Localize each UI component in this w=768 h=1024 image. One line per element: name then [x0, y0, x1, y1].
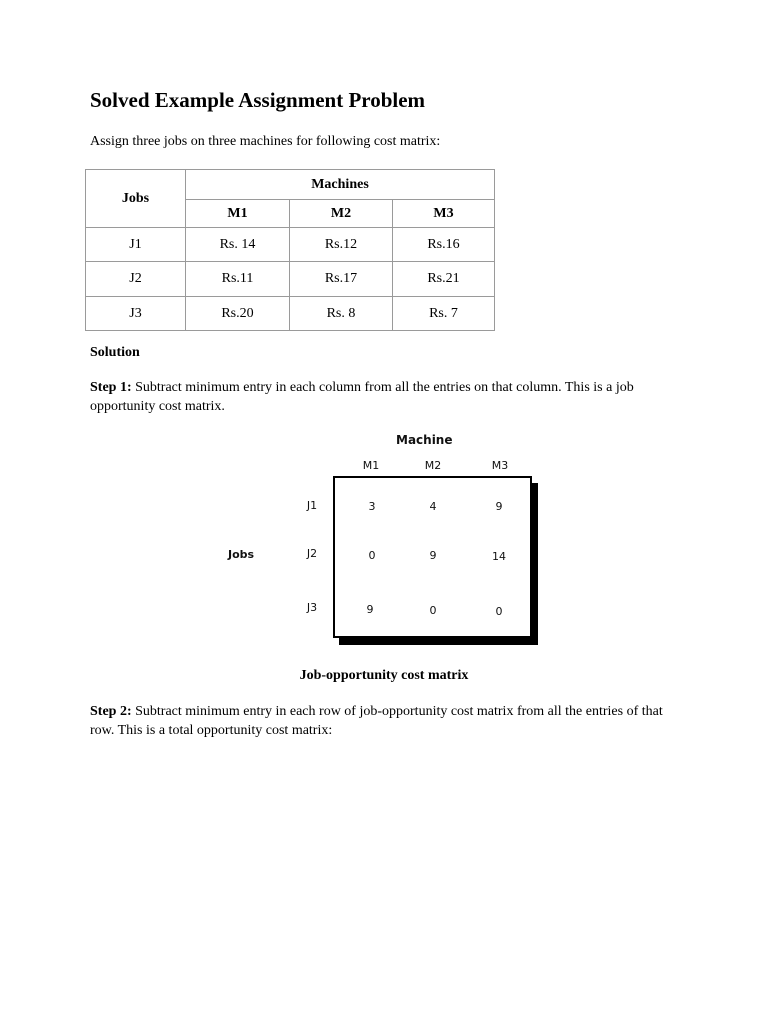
matrix-cell: 3 [368, 500, 376, 513]
table-cell: Rs. 14 [186, 228, 290, 262]
intro-text: Assign three jobs on three machines for following cost matrix: [90, 134, 441, 149]
table-cell: Rs. 7 [393, 297, 495, 331]
row-job: J2 [86, 262, 186, 297]
matrix-cell: 0 [495, 605, 503, 618]
step-1-text: Subtract minimum entry in each column from all the entries on that column. This is a job opportunity cost matrix. [90, 380, 634, 414]
machines-header: Machines [186, 170, 495, 200]
table-cell: Rs.17 [290, 262, 393, 297]
figure-machine-title: Machine [396, 433, 453, 447]
figure-row-j1: J1 [306, 499, 318, 512]
step-1-paragraph [90, 378, 690, 416]
matrix-cell: 14 [492, 550, 506, 563]
table-cell: Rs.21 [393, 262, 495, 297]
step-2-paragraph [90, 702, 690, 740]
cost-matrix-table [85, 169, 495, 331]
row-job: J1 [86, 228, 186, 262]
row-job: J3 [86, 297, 186, 331]
matrix-cell: 0 [368, 549, 376, 562]
matrix-cell: 4 [429, 500, 437, 513]
jobs-header: Jobs [86, 170, 186, 228]
col-header-m2: M2 [290, 200, 393, 228]
figure-col-m3: M3 [491, 459, 509, 472]
figure-col-m1: M1 [362, 459, 380, 472]
step-2-text: Subtract minimum entry in each row of job-opportunity cost matrix from all the entries of that row. This is a total opportunity cost matrix: [90, 704, 663, 738]
matrix-cell: 9 [495, 500, 503, 513]
col-header-m1: M1 [186, 200, 290, 228]
table-row [86, 262, 495, 297]
step-1-label: Step 1: [90, 380, 132, 395]
figure-row-j2: J2 [306, 547, 318, 560]
matrix-cell: 0 [429, 604, 437, 617]
table-row [86, 297, 495, 331]
table-cell: Rs.11 [186, 262, 290, 297]
solution-heading: Solution [90, 345, 140, 360]
table-cell: Rs.12 [290, 228, 393, 262]
figure-col-m2: M2 [424, 459, 442, 472]
table-cell: Rs.16 [393, 228, 495, 262]
step-2-label: Step 2: [90, 704, 132, 719]
figure-row-j3: J3 [306, 601, 318, 614]
matrix-cell: 9 [429, 549, 437, 562]
figure-caption: Job-opportunity cost matrix [299, 668, 469, 683]
table-cell: Rs.20 [186, 297, 290, 331]
page-title: Solved Example Assignment Problem [90, 88, 426, 112]
matrix-cell: 9 [366, 603, 374, 616]
col-header-m3: M3 [393, 200, 495, 228]
figure-jobs-label: Jobs [228, 548, 255, 561]
table-cell: Rs. 8 [290, 297, 393, 331]
matrix-box [333, 476, 532, 638]
table-row [86, 228, 495, 262]
